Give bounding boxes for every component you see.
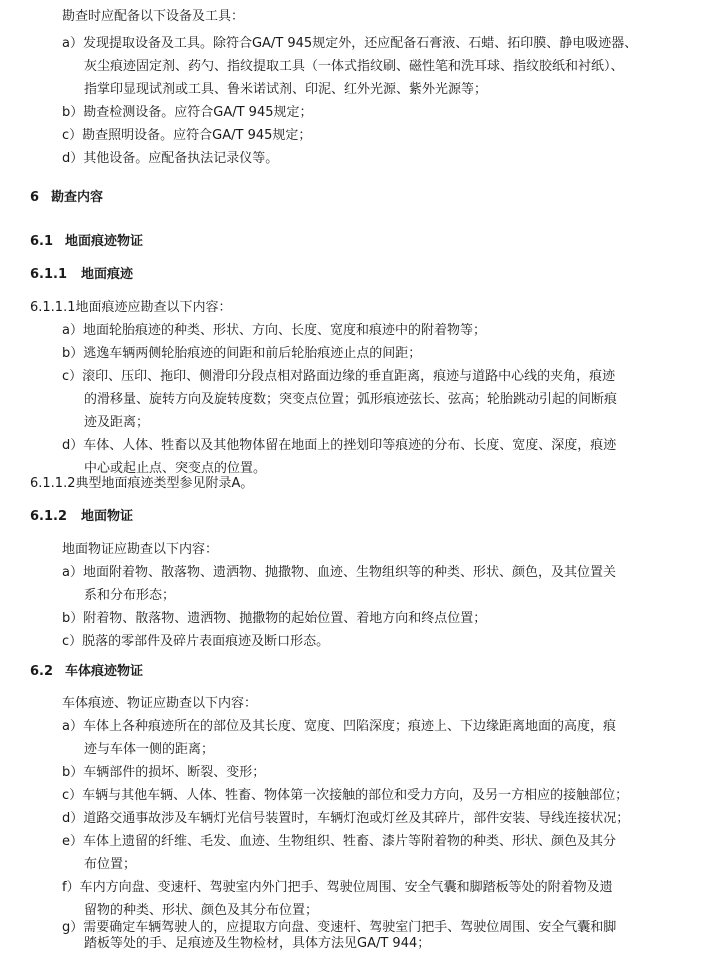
vehicle-evidence-item-f: f）车内方向盘、变速杆、驾驶室内外门把手、驾驶位周围、安全气囊和脚踏板等处的附着物及遗 (62, 880, 613, 895)
section-6-2-heading (30, 662, 143, 682)
vehicle-evidence-lead: 车体痕迹、物证应勘查以下内容： (62, 696, 258, 711)
section-number: 6.1.1 (30, 267, 68, 282)
ground-evidence-item-a: a）地面附着物、散落物、遗洒物、抛撒物、血迹、生物组织等的种类、形状、颜色，及其位置关 (62, 565, 616, 580)
vehicle-evidence-item-e-cont: 布位置； (84, 857, 137, 872)
section-6-1-2-heading (30, 507, 133, 527)
section-6-heading (30, 188, 103, 208)
section-title: 地面痕迹 (81, 267, 134, 282)
vehicle-evidence-item-g-cont: 踏板等处的手、足痕迹及生物检材，具体方法见GA/T 944； (84, 936, 431, 951)
ground-evidence-item-a-cont: 系和分布形态； (84, 588, 176, 603)
ground-trace-item-c: c）滚印、压印、拖印、侧滑印分段点相对路面边缘的垂直距离，痕迹与道路中心线的夹角，痕迹 (62, 369, 616, 384)
equipment-item-a-cont: 灰尘痕迹固定剂、药勺、指纹提取工具（一体式指纹刷、磁性笔和洗耳球、指纹胶纸和衬纸）、 (84, 59, 624, 74)
ground-trace-item-d: d）车体、人体、牲畜以及其他物体留在地面上的挫划印等痕迹的分布、长度、宽度、深度，痕迹 (62, 438, 617, 453)
ground-evidence-lead: 地面物证应勘查以下内容： (62, 542, 219, 557)
equipment-item-a: a）发现提取设备及工具。除符合GA/T 945规定外，还应配备石膏液、石蜡、拓印膜、静电吸迹器、 (62, 36, 638, 51)
ground-trace-item-d-cont: 中心或起止点、突变点的位置。 (84, 461, 267, 476)
ground-trace-item-c-cont2: 迹及距离； (84, 415, 150, 430)
vehicle-evidence-item-f-cont: 留物的种类、形状、颜色及其分布位置； (84, 903, 319, 918)
section-title: 车体痕迹物证 (65, 664, 144, 679)
ground-evidence-item-b: b）附着物、散落物、遗洒物、抛撒物的起始位置、着地方向和终点位置； (62, 611, 487, 626)
vehicle-evidence-item-a: a）车体上各种痕迹所在的部位及其长度、宽度、凹陷深度；痕迹上、下边缘距离地面的高度，痕 (62, 719, 616, 734)
section-number: 6 (30, 190, 40, 205)
ground-evidence-item-c: c）脱落的零部件及碎片表面痕迹及断口形态。 (62, 634, 330, 649)
section-title: 地面物证 (81, 509, 134, 524)
vehicle-evidence-item-c: c）车辆与其他车辆、人体、牲畜、物体第一次接触的部位和受力方向，及另一方相应的接触部位； (62, 788, 629, 803)
ground-trace-item-c-cont: 的滑移量、旋转方向及旋转度数；突变点位置；弧形痕迹弦长、弦高；轮胎跳动引起的间断痕 (84, 392, 618, 407)
section-number: 6.1.2 (30, 509, 68, 524)
vehicle-evidence-item-d: d）道路交通事故涉及车辆灯光信号装置时，车辆灯泡或灯丝及其碎片，部件安装、导线连接状况； (62, 811, 630, 826)
equipment-item-a-cont2: 指掌印显现试剂或工具、鲁米诺试剂、印泥、红外光源、紫外光源等； (84, 82, 488, 97)
equipment-lead: 勘查时应配备以下设备及工具： (62, 9, 245, 24)
vehicle-evidence-item-b: b）车辆部件的损坏、断裂、变形； (62, 765, 266, 780)
section-number: 6.2 (30, 664, 54, 679)
vehicle-evidence-item-e: e）车体上遗留的纤维、毛发、血迹、生物组织、牲畜、漆片等附着物的种类、形状、颜色及其分 (62, 834, 616, 849)
section-6-1-1-heading (30, 265, 133, 285)
section-title: 地面痕迹物证 (65, 234, 144, 249)
vehicle-evidence-item-g: g）需要确定车辆驾驶人的，应提取方向盘、变速杆、驾驶室门把手、驾驶位周围、安全气囊和脚 (62, 920, 617, 935)
ground-trace-item-b: b）逃逸车辆两侧轮胎痕迹的间距和前后轮胎痕迹止点的间距； (62, 346, 422, 361)
equipment-item-b: b）勘查检测设备。应符合GA/T 945规定； (62, 105, 313, 120)
section-title: 勘查内容 (51, 190, 104, 205)
clause-6-1-1-2: 6.1.1.2典型地面痕迹类型参见附录A。 (30, 476, 254, 491)
equipment-item-c: c）勘查照明设备。应符合GA/T 945规定； (62, 128, 312, 143)
vehicle-evidence-item-a-cont: 迹与车体一侧的距离； (84, 742, 215, 757)
section-6-1-heading (30, 232, 143, 252)
equipment-item-d: d）其他设备。应配备执法记录仪等。 (62, 151, 279, 166)
ground-trace-item-a: a）地面轮胎痕迹的种类、形状、方向、长度、宽度和痕迹中的附着物等； (62, 323, 486, 338)
clause-6-1-1-1: 6.1.1.1地面痕迹应勘查以下内容： (30, 300, 232, 315)
section-number: 6.1 (30, 234, 54, 249)
